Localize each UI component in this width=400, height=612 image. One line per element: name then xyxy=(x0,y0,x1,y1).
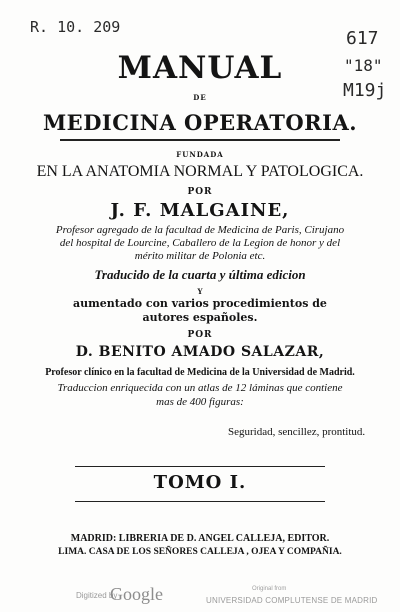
title-por: POR xyxy=(187,187,213,197)
translator-por: POR xyxy=(187,330,213,340)
side-quote-annotation: "18" xyxy=(344,56,383,75)
translator-line-3: mas de 400 figuras: xyxy=(156,396,244,408)
author-line-3: mérito militar de Polonia etc. xyxy=(134,250,266,262)
translator-name: D. BENITO AMADO SALAZAR, xyxy=(75,344,325,360)
author-line-1: Profesor agregado de la facultad de Medicina de Paris, Cirujano xyxy=(55,224,345,236)
motto: Seguridad, sencillez, prontitud. xyxy=(228,426,366,438)
translator-line-2: Traduccion enriquecida con un atlas de 12 láminas que contiene xyxy=(57,382,343,394)
volume-rule-top xyxy=(75,466,325,467)
title-de: DE xyxy=(193,93,207,102)
title-manual: MANUAL xyxy=(117,50,283,86)
original-from-text: Original from xyxy=(252,586,287,592)
volume-label: TOMO I. xyxy=(153,472,247,493)
title-underline xyxy=(60,139,340,141)
title-fundada: FUNDADA xyxy=(176,150,224,159)
university-text: UNIVERSIDAD COMPLUTENSE DE MADRID xyxy=(206,596,378,605)
title-medicina-operatoria: MEDICINA OPERATORIA. xyxy=(42,110,358,135)
title-anatomia: EN LA ANATOMIA NORMAL Y PATOLOGICA. xyxy=(36,163,364,180)
edition-aumentado-1: aumentado con varios procedimientos de xyxy=(73,297,327,310)
author-line-2: del hospital de Lourcine, Caballero de la Legion de honor y del xyxy=(59,237,341,249)
edition-aumentado-2: autores españoles. xyxy=(142,311,258,324)
author-name: J. F. MALGAINE, xyxy=(110,200,290,221)
edition-traducido: Traducido de la cuarta y última edicion xyxy=(94,267,306,282)
volume-rule-bottom xyxy=(75,501,325,502)
side-code-annotation: M19j xyxy=(343,80,387,101)
translator-line-1: Profesor clínico en la facultad de Medicina de la Universidad de Madrid. xyxy=(45,367,355,378)
edition-y: Y xyxy=(197,287,203,296)
imprint-line-2: LIMA. CASA DE LOS SEÑORES CALLEJA , OJEA Y COMPAÑIA. xyxy=(58,547,342,557)
shelfmark-annotation: R. 10. 209 xyxy=(30,18,121,36)
side-number-annotation: 617 xyxy=(346,28,379,49)
imprint-line-1: MADRID: LIBRERIA DE D. ANGEL CALLEJA, EDITOR. xyxy=(70,533,330,544)
digitized-by-text: Digitized by xyxy=(76,591,118,600)
google-logo: Google xyxy=(110,584,163,604)
